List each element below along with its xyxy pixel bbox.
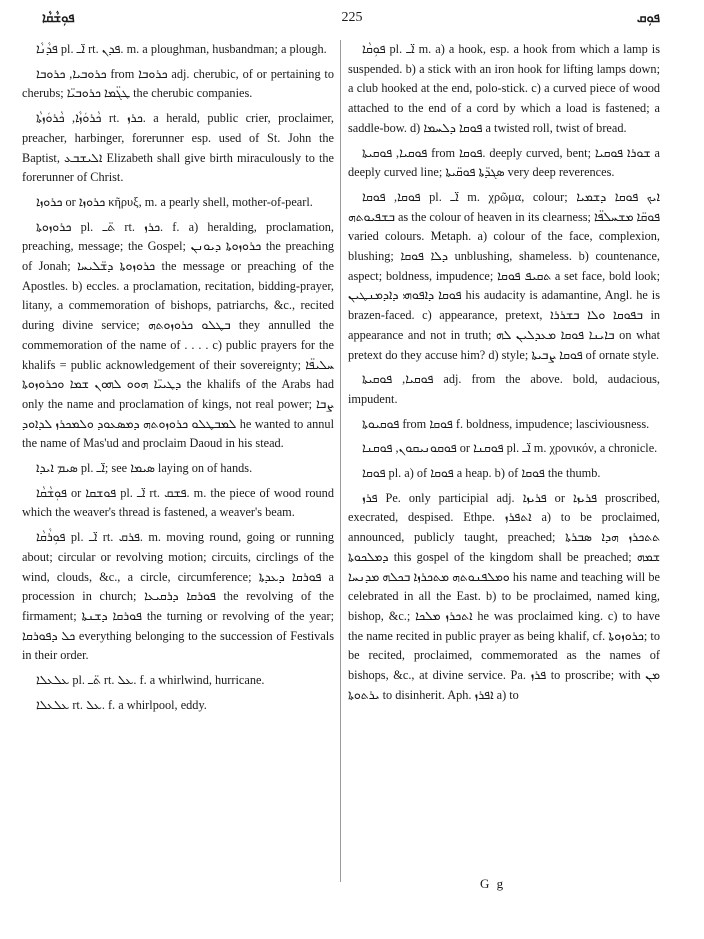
dictionary-entry: ܦܘܼܪܵܩܵܐ pl. ܐ̈ـ rt. ܦܪܩ. m. moving round, going or running about; circular or revolving motion; circuits, circlings of the wind, clouds, &c., a circle, circumference; ܦܘܪܩܐ ܕܥܕܬܐ a procession in church; ܦܘܪܩܐ ܕܪܩܝܥܐ the revolving of the firmament; ܦܘܪܩܐ ܕܫܢܬܐ the turning or revolving of the year; ܟܠ ܕܦܘܪܩܐ everything belonging to the succession of Festivals in their order. — [22, 530, 334, 663]
column-divider — [340, 40, 341, 882]
dictionary-entry: ܦܪܙ Pe. only participial adj. ܦܪܝܙܐ or ܦܪܝܙܐ proscribed, execrated, despised. Ethpe. ܐܬܦܪܙ a) to be proclaimed, announced, publicly taught, preached; ܬܬܟܪܙ ܗܕܐ ܣܒܪܬܐ ܕܡܠܟܘܬܐ this gospel of the kingdom shall be preached; ܫܡܗ ܘܡܠܦܢܘܬܗ ܡܬܟܪܙܐ ܒܟܠܗ ܡܕܢܚܐ his name and teaching will be celebrated in all the East. b) to be proclaimed, named king, bishop, &c.; ܐܬܟܪܙ ܡܠܟܐ he was proclaimed king. c) to have the name recited in public prayer as being khalif, cf. ܟܪܘܙܘܬܐ; to be recited, proclaimed, commemorated as the names of bishops, &c., at divine service. Pa. ܦܪܙ to proscribe; with ܡܢ ܝܪܬܘܬܐ to disinherit. Aph. ܐܦܪܙ a) to — [348, 490, 660, 702]
dictionary-entry: ܟܵܪܘܿܙܵܐ, ܟܵܪܘܿܙܬܵܐ rt. ܟܪܙ. a herald, public crier, proclaimer, preacher, harbinger, forerunner esp. used of St. John the Baptist, ܐܠܝܫܒܥ Elizabeth shall give birth miraculously to the forerunner of Christ. — [22, 111, 334, 185]
dictionary-entry: ܟܪܘܙܐ or ܟܪܘܙܐ κῆρυξ, m. a pearly shell, mother-of-pearl. — [36, 194, 313, 209]
running-header — [0, 10, 704, 32]
dictionary-entry: ܦܘܩܐ, ܦܘܩܐ pl. ܐ̈ـ m. χρῶμα, colour; ܐܝܟ ܦܘܩܐ ܕܫܡܝܐ ܒܫܦܝܘܬܗ as the colour of heaven in its clearness; ܦܘܩ̈ܐ ܡܫܚܠܦ̈ܐ varied colours. Metaph. a) colour of the face, complexion, blushing; ܕܠܐ ܦܘܩܐ unblushing, shameless. b) countenance, aspect; boldness, impudence; ܬܩܝܦ ܦܘܩܐ a set face, bold look; ܦܘܩܐ ܕܐܦܘܗܝ ܕܐܕܡܢܛܝܢ his audacity is adamantine, Angl. he is brazen-faced. c) appearance, pretext, ܒܦܘܩܐ ܘܠܐ ܒܫܪܪܐ in appearance and not in truth; ܒܐܝܢܐ ܦܘܩܐ ܡܥܕܠܝܢ ܠܗ on what pretext do they accuse him? d) style; ܦܘܩܐ ܨܒܝܬܐ of ornate style. — [348, 189, 660, 362]
right-column — [348, 40, 660, 885]
dictionary-entry: ܟܪܘܙܘܬܐ pl. ܬ̈ـ rt. ܟܪܙ. f. a) heralding, proclamation, preaching, message; the Gospel; ܟܪܘܙܘܬܐ ܕܝܘܢܢ the preaching of Jonah; ܟܪܘܙܘܬܐ ܕܫ̈ܠܝܚܐ the message or preaching of the Apostles. b) eccles. a proclamation, recitation, bidding-prayer, litany, a commemoration of bishops, patriarchs, &c., recited during divine service; ܒܛܠܘ ܟܪܘܙܘܬܗ they annulled the commemoration of the name of . . . . c) public prayers for the khalifs = public acknowledgement of their sovereignty; ܚܠܝܦ̈ܐ ܕܛܝܝ̈ܐ ܗܘܘ ܠܗܘܢ ܫܡܐ ܘܟܪܘܙܘܬܐ the khalifs of the Arabs had only the name and proclamation of kings, not real power; ܨܒܐ ܠܡܒܛܠܘ ܟܪܘܙܘܬܗ ܕܡܣܥܘܕ ܘܠܡܟܪܙ ܠܕܐܘܕ he wanted to annul the name of Mas'ud and proclaim Daoud in his stead. — [22, 219, 334, 451]
right-running-head: ܦܘܼܩ — [636, 10, 660, 25]
page-number: 225 — [341, 10, 363, 25]
dictionary-entry: ܥܠܥܠܐ rt. ܥܠ. f. a whirlpool, eddy. — [36, 697, 207, 712]
dictionary-entry: ܦܘܩܐ pl. a) of ܦܘܩܐ a heap. b) of ܦܘܩܐ the thumb. — [362, 466, 601, 481]
signature-mark: G g — [480, 876, 506, 891]
left-column — [22, 40, 334, 885]
dictionary-entry: ܥܠܥܠܐ pl. ܬ̈ـ rt. ܥܠ. f. a whirlwind, hurricane. — [36, 673, 265, 688]
dictionary-entry: ܣܝܡ ܐܝܕܐ pl. ܐ̈ـ; see ܣܝܡܐ laying on of hands. — [36, 461, 253, 476]
dictionary-entry: ܦܘܩܝܐ, ܦܘܩܝܬܐ from ܦܘܩܐ. deeply curved, bent; ܫܘܪܐ ܦܘܩܝܐ a deeply curved line; ܣܓܕ̈ܬܐ ܦܘܩ̈ܝܬܐ very deep reverences. — [348, 145, 660, 180]
left-running-head: ܦܘܼܫܵܩܵܐ — [42, 10, 75, 25]
dictionary-entry: ܦܘܼܩܵܐ pl. ܐ̈ـ m. a) a hook, esp. a hook from which a lamp is suspended. b) a stick with an iron hook for lifting lamps down; a club hooked at the end, polo-stick. c) a curved piece of wood attached to the end of a cord by which a load is fastened; a saddle-bow. d) ܦܘܩܐ ܕܠܚܡܐ a twisted roll, twist of bread. — [348, 42, 660, 135]
dictionary-entry: ܟܪܘܒܝܐ, ܟܪܘܒܐ from ܟܪܘܒܐ adj. cherubic, of or pertaining to cherubs; ܛܓ̈ܡܐ ܟܪܘܒܝ̈ܐ the cherubic companies. — [22, 66, 334, 101]
dictionary-entry: ܦܘܩܘܢܝܩܘܢ, ܦܘܩܢܐ or ܦܘܩܢܐ pl. ܐ̈ـ m. χρονικόν, a chronicle. — [362, 441, 658, 456]
dictionary-entry: ܦܘܩܝܘܬܐ from ܦܘܩܐ f. boldness, impudence; lasciviousness. — [362, 416, 650, 431]
dictionary-entry: ܦܘܼܫܵܩܵܐ or ܦܘܫܩܐ pl. ܐ̈ـ rt. ܦܫܩ. m. the piece of wood round which the weaver's thread is fastened, a weaver's beam. — [22, 485, 334, 520]
dictionary-entry: ܦܘܩܝܐ, ܦܘܩܝܬܐ adj. from the above. bold, audacious, impudent. — [348, 372, 660, 406]
dictionary-entry: ܦܕܵܢܵܐ pl. ܐ̈ـ rt. ܦܕܢ. m. a ploughman, husbandman; a plough. — [36, 42, 327, 56]
